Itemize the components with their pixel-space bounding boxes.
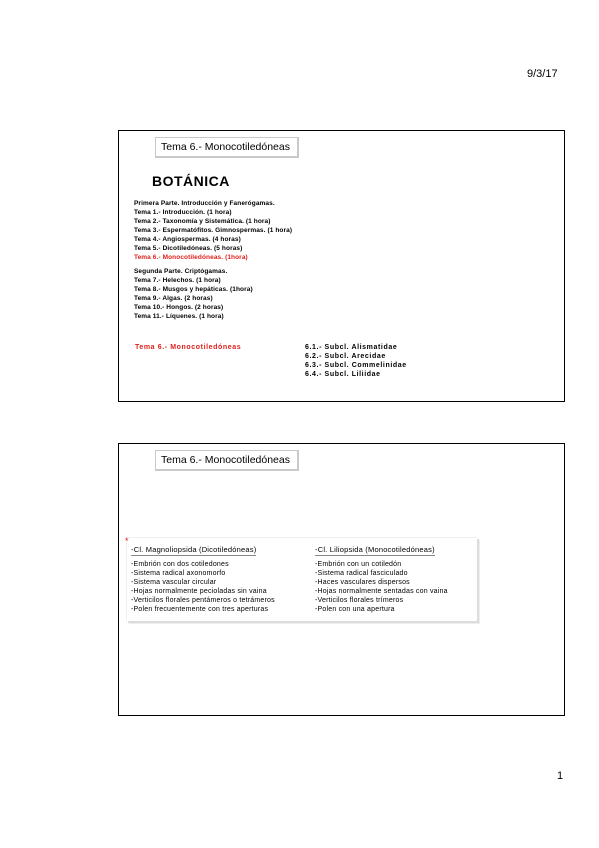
monocot-trait: -Embrión con un cotiledón: [315, 561, 402, 568]
monocot-trait: -Hojas normalmente sentadas con vaina: [315, 588, 448, 595]
syllabus-item: Tema 5.- Dicotiledóneas. (5 horas): [134, 245, 243, 252]
syllabus-item: Tema 7.- Helechos. (1 hora): [134, 277, 221, 284]
part-2-header: Segunda Parte. Criptógamas.: [134, 268, 228, 275]
dicot-trait: -Sistema vascular circular: [131, 579, 217, 586]
subclass-item: 6.4.- Subcl. Liliidae: [305, 371, 381, 378]
monocot-trait: -Sistema radical fasciculado: [315, 570, 408, 577]
syllabus-item: Tema 2.- Taxonomía y Sistemática. (1 hora): [134, 218, 271, 225]
dicot-trait: -Embrión con dos cotiledones: [131, 561, 229, 568]
syllabus-item: Tema 10.- Hongos. (2 horas): [134, 304, 224, 311]
monocot-trait: -Haces vasculares dispersos: [315, 579, 410, 586]
star-marker: *: [125, 536, 129, 546]
slide-2-title: Tema 6.- Monocotiledóneas: [155, 450, 299, 471]
syllabus-item: Tema 9.- Algas. (2 horas): [134, 295, 213, 302]
monocot-trait: -Polen con una apertura: [315, 606, 395, 613]
subclass-item: 6.3.- Subcl. Commelinidae: [305, 362, 407, 369]
slide-1-title: Tema 6.- Monocotiledóneas: [155, 137, 299, 158]
monocot-header: -Cl. Liliopsida (Monocotiledóneas): [315, 545, 435, 554]
slide-1: [118, 130, 565, 402]
page-number: 1: [557, 770, 564, 782]
dicot-trait: -Hojas normalmente pecioladas sin vaina: [131, 588, 267, 595]
syllabus-item: Tema 3.- Espermatófitos. Gimnospermas. (1 hora): [134, 227, 293, 234]
page-date: 9/3/17: [527, 68, 558, 80]
topic-title: Tema 6.- Monocotiledóneas: [135, 344, 242, 351]
syllabus-item: Tema 1.- Introducción. (1 hora): [134, 209, 232, 216]
slide-2: [118, 443, 565, 716]
syllabus-item: Tema 11.- Líquenes. (1 hora): [134, 313, 224, 320]
subclass-item: 6.2.- Subcl. Arecidae: [305, 353, 386, 360]
dicot-trait: -Sistema radical axonomorfo: [131, 570, 226, 577]
syllabus-item: Tema 4.- Angiospermas. (4 horas): [134, 236, 241, 243]
monocot-trait: -Verticilos florales trímeros: [315, 597, 404, 604]
subclass-item: 6.1.- Subcl. Alismatidae: [305, 344, 398, 351]
syllabus-item-current: Tema 6.- Monocotiledóneas. (1hora): [134, 254, 248, 261]
slide-1-heading: BOTÁNICA: [152, 173, 230, 189]
dicot-trait: -Verticilos florales pentámeros o tetrámeros: [131, 597, 275, 604]
comparison-panel: [126, 537, 477, 621]
syllabus-item: Tema 8.- Musgos y hepáticas. (1hora): [134, 286, 253, 293]
dicot-header: -Cl. Magnoliopsida (Dicotiledóneas): [131, 545, 257, 554]
dicot-trait: -Polen frecuentemente con tres aperturas: [131, 606, 269, 613]
part-1-header: Primera Parte. Introducción y Fanerógamas.: [134, 200, 275, 207]
